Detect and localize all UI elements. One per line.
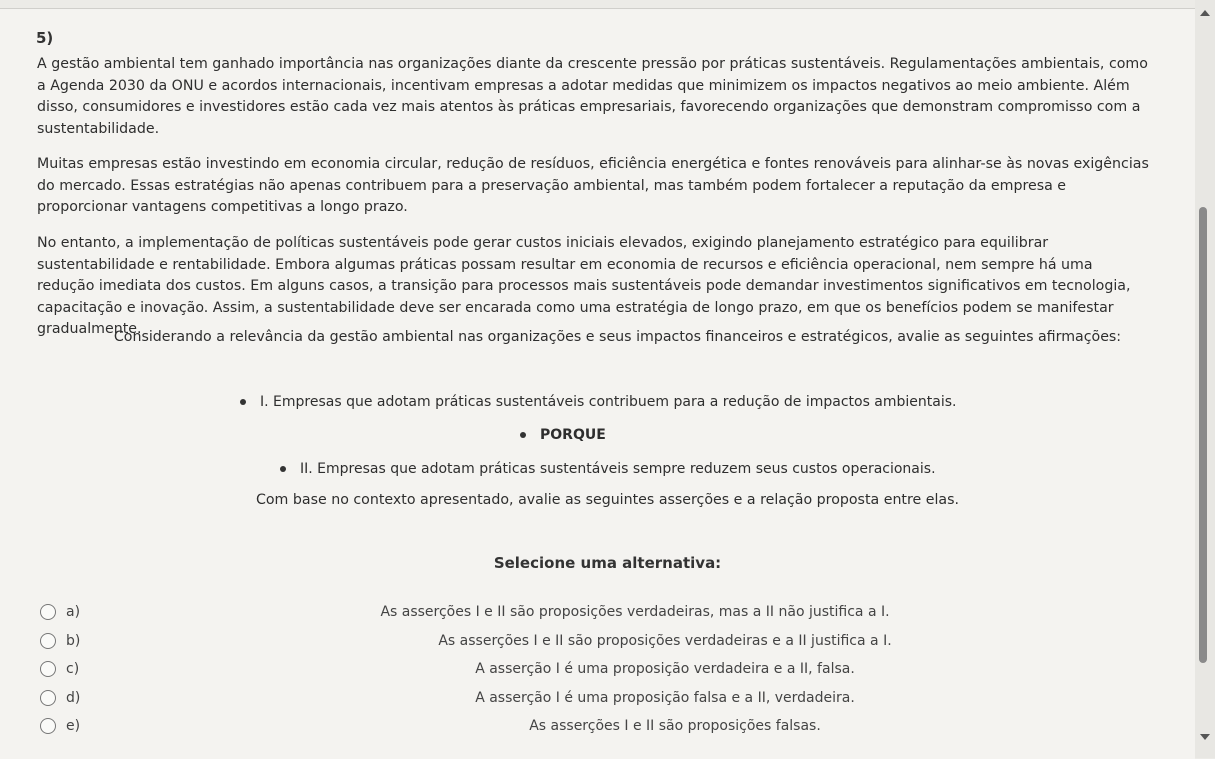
- option-e[interactable]: [40, 715, 1150, 737]
- arrow-down-icon[interactable]: [1200, 734, 1210, 740]
- option-c[interactable]: [40, 658, 1150, 680]
- context-line: Com base no contexto apresentado, avalie as seguintes asserções e a relação proposta entre elas.: [255, 492, 960, 508]
- option-a-letter: a): [66, 604, 81, 620]
- option-c-radio[interactable]: [40, 661, 56, 677]
- option-e-radio[interactable]: [40, 718, 56, 734]
- option-b-text: As asserções I e II são proposições verdadeiras e a II justifica a I.: [438, 633, 892, 649]
- bullet-icon: [240, 399, 246, 405]
- assertion-1: [240, 394, 957, 410]
- bullet-icon: [280, 466, 286, 472]
- option-e-text: As asserções I e II são proposições falsas.: [529, 718, 821, 734]
- select-alternative-title: Selecione uma alternativa:: [493, 554, 722, 572]
- option-b-letter: b): [66, 633, 81, 649]
- scrollbar-thumb[interactable]: [1199, 207, 1207, 663]
- option-c-text: A asserção I é uma proposição verdadeira e a II, falsa.: [475, 661, 855, 677]
- assertion-2: [280, 461, 936, 477]
- option-a[interactable]: [40, 601, 1150, 623]
- option-e-letter: e): [66, 718, 81, 734]
- option-a-radio[interactable]: [40, 604, 56, 620]
- question-paragraph-2: Muitas empresas estão investindo em economia circular, redução de resíduos, eficiência energética e fontes renováveis para alinhar-se às novas exigências do mercado. Essas estratégias não apenas contribuem para a preservação ambiental, mas também podem fortalecer a reputação da empresa e proporcionar vantagens competitivas a longo prazo.: [37, 156, 1149, 215]
- question-paragraph-1: A gestão ambiental tem ganhado importância nas organizações diante da crescente pressão por práticas sustentáveis. Regulamentações ambientais, como a Agenda 2030 da ONU e acordos internacionais, incentivam empresas a adotar medidas que minimizem os impactos negativos ao meio ambiente. Além disso, consumidores e investidores estão cada vez mais atentos às práticas empresariais, favorecendo organizações que demonstram compromisso com a sustentabilidade.: [37, 56, 1148, 137]
- option-b-radio[interactable]: [40, 633, 56, 649]
- question-number: 5): [36, 29, 54, 47]
- option-a-text: As asserções I e II são proposições verdadeiras, mas a II não justifica a I.: [380, 604, 890, 620]
- bullet-icon: [520, 432, 526, 438]
- assertion-1-text: I. Empresas que adotam práticas sustentáveis contribuem para a redução de impactos ambientais.: [260, 394, 957, 410]
- question-prompt: Considerando a relevância da gestão ambiental nas organizações e seus impactos financeiros e estratégicos, avalie as seguintes afirmações:: [113, 329, 1122, 345]
- vertical-scrollbar[interactable]: [1195, 0, 1215, 758]
- assertion-connector: [520, 427, 606, 443]
- option-d-radio[interactable]: [40, 690, 56, 706]
- option-b[interactable]: [40, 630, 1150, 652]
- option-d[interactable]: [40, 687, 1150, 709]
- option-d-letter: d): [66, 690, 81, 706]
- option-c-letter: c): [66, 661, 80, 677]
- option-d-text: A asserção I é uma proposição falsa e a II, verdadeira.: [475, 690, 855, 706]
- assertion-2-text: II. Empresas que adotam práticas sustentáveis sempre reduzem seus custos operacionais.: [300, 461, 936, 477]
- arrow-up-icon[interactable]: [1200, 10, 1210, 16]
- question-page: [0, 8, 1195, 759]
- question-paragraph-3: No entanto, a implementação de políticas sustentáveis pode gerar custos iniciais elevados, exigindo planejamento estratégico para equilibrar sustentabilidade e rentabilidade. Embora algumas práticas possam resultar em economia de recursos e eficiência operacional, nem sempre há uma redução imediata dos custos. Em alguns casos, a transição para processos mais sustentáveis pode demandar investimentos significativos em tecnologia, capacitação e inovação. Assim, a sustentabilidade deve ser encarada como uma estratégia de longo prazo, em que os benefícios podem se manifestar gradualmente.: [37, 235, 1131, 337]
- assertion-connector-text: PORQUE: [540, 427, 606, 443]
